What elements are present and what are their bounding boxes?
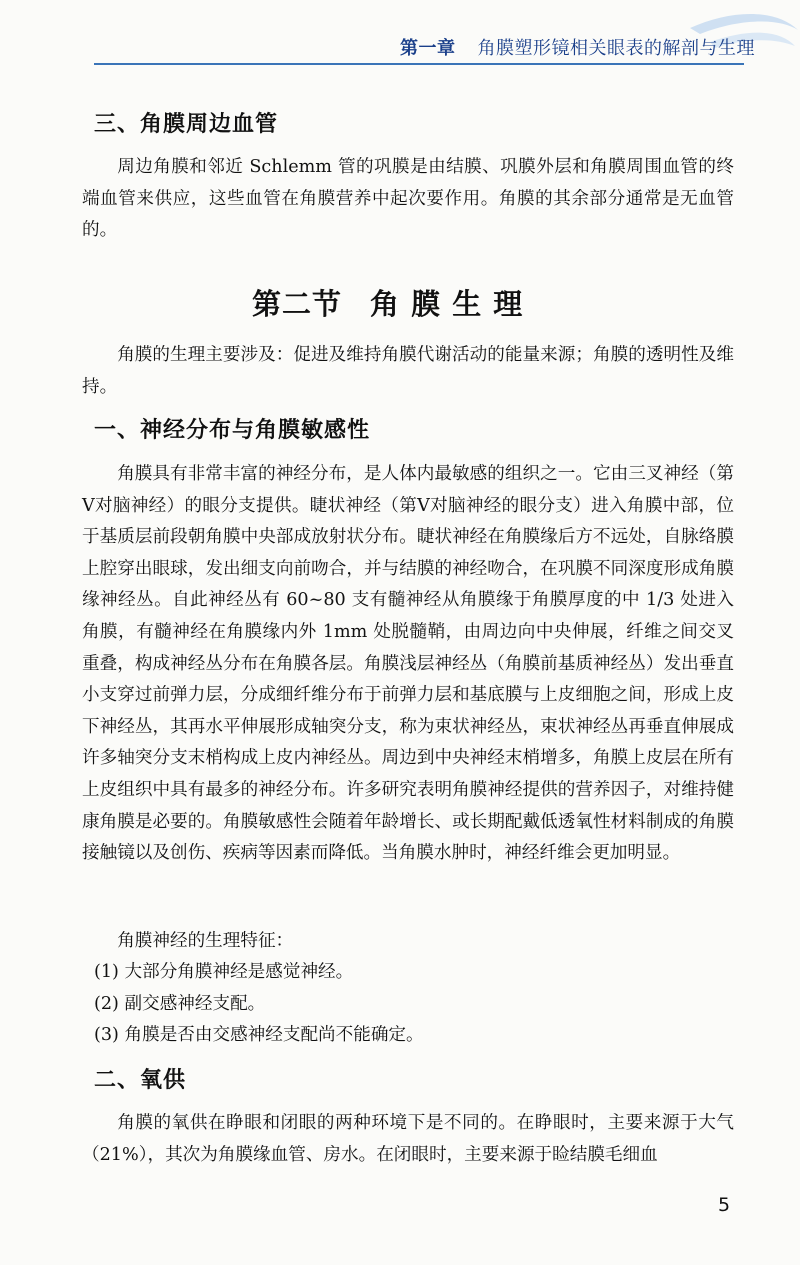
section-title (252, 282, 523, 323)
list-item: (2) 副交感神经支配。 (94, 994, 266, 1014)
page-number: 5 (718, 1194, 731, 1216)
paragraph-intro: 角膜的生理主要涉及：促进及维持角膜代谢活动的能量来源；角膜的透明性及维持。 (82, 345, 734, 397)
heading-oxygen: 二、氧供 (94, 1068, 187, 1093)
header-title (400, 34, 755, 60)
header-rule (94, 63, 744, 65)
heading-peripheral-vessels: 三、角膜周边血管 (94, 112, 279, 137)
section-number: 第二节 (252, 287, 343, 321)
paragraph-peripheral-vessels: 周边角膜和邻近 Schlemm 管的巩膜是由结膜、巩膜外层和角膜周围血管的终端血管来供应，这些血管在角膜营养中起次要作用。角膜的其余部分通常是无血管的。 (82, 157, 734, 241)
list-item: (3) 角膜是否由交感神经支配尚不能确定。 (94, 1025, 424, 1045)
header-chapter-title: 角膜塑形镜相关眼表的解剖与生理 (477, 38, 755, 59)
running-header (0, 0, 800, 70)
list-item: (1) 大部分角膜神经是感觉神经。 (94, 962, 354, 982)
paragraph-nerve-features-intro: 角膜神经的生理特征： (117, 931, 294, 951)
paragraph-nerve: 角膜具有非常丰富的神经分布，是人体内最敏感的组织之一。它由三叉神经（第Ⅴ对脑神经）的眼分支提供。睫状神经（第Ⅴ对脑神经的眼分支）进入角膜中部，位于基质层前段朝角膜中央部成放射状分布。睫状神经在角膜缘后方不远处，自脉络膜上腔穿出眼球，发出细支向前吻合，并与结膜的神经吻合，在巩膜不同深度形成角膜缘神经丛。自此神经丛有 60~80 支有髓神经从角膜缘于角膜厚度的中 1/3 处进入角膜，有髓神经在角膜缘内外 1mm 处脱髓鞘，由周边向中央伸展，纤维之间交叉重叠，构成神经丛分布在角膜各层。角膜浅层神经丛（角膜前基质神经丛）发出垂直小支穿过前弹力层，分成细纤维分布于前弹力层和基底膜与上皮细胞之间，形成上皮下神经丛，其再水平伸展形成轴突分支，称为束状神经丛，束状神经丛再垂直伸展成许多轴突分支末梢构成上皮内神经丛。周边到中央神经末梢增多，角膜上皮层在所有上皮组织中具有最多的神经分布。许多研究表明角膜神经提供的营养因子，对维持健康角膜是必要的。角膜敏感性会随着年龄增长、或长期配戴低透氧性材料制成的角膜接触镜以及创伤、疾病等因素而降低。当角膜水肿时，神经纤维会更加明显。 (82, 464, 734, 864)
heading-nerve: 一、神经分布与角膜敏感性 (94, 418, 371, 443)
header-chapter: 第一章 (400, 38, 456, 59)
paragraph-oxygen: 角膜的氧供在睁眼和闭眼的两种环境下是不同的。在睁眼时，主要来源于大气（21%），其次为角膜缘血管、房水。在闭眼时，主要来源于睑结膜毛细血 (82, 1113, 734, 1165)
section-name: 角 膜 生 理 (370, 287, 524, 321)
